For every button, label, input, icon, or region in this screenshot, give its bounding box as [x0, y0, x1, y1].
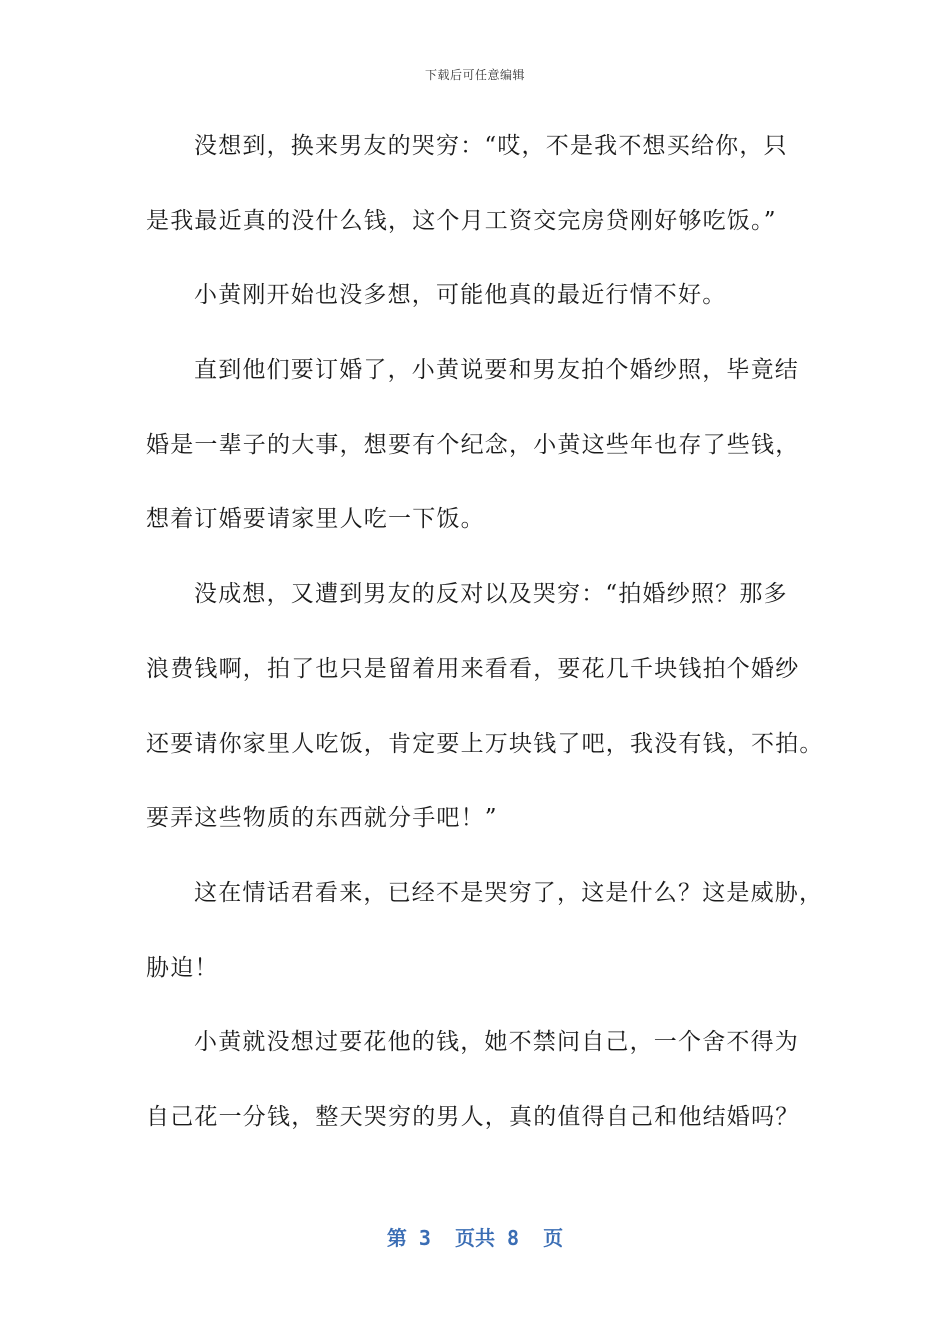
- paragraph-line: 直到他们要订婚了，小黄说要和男友拍个婚纱照，毕竟结: [194, 357, 799, 384]
- paragraph-line: 浪费钱啊，拍了也只是留着用来看看，要花几千块钱拍个婚纱: [146, 655, 800, 682]
- paragraph-line: 婚是一辈子的大事，想要有个纪念，小黄这些年也存了些钱，: [146, 431, 800, 458]
- paragraph-line: 没成想，又遭到男友的反对以及哭穷：“拍婚纱照？那多: [194, 581, 788, 608]
- document-body: [146, 123, 824, 1169]
- paragraph-line: 想着订婚要请家里人吃一下饭。: [146, 506, 485, 533]
- download-note: 下载后可任意编辑: [424, 68, 525, 82]
- paragraph-line: 还要请你家里人吃饭，肯定要上万块钱了吧，我没有钱，不拍。: [146, 730, 824, 757]
- paragraph-line: 胁迫！: [146, 954, 219, 981]
- paragraph-line: 要弄这些物质的东西就分手吧！”: [146, 805, 498, 832]
- paragraph-line: 小黄刚开始也没多想，可能他真的最近行情不好。: [194, 282, 727, 309]
- paragraph-line: 自己花一分钱，整天哭穷的男人，真的值得自己和他结婚吗？: [146, 1103, 800, 1130]
- paragraph-line: 是我最近真的没什么钱，这个月工资交完房贷刚好够吃饭。”: [146, 207, 777, 234]
- paragraph-line: 没想到，换来男友的哭穷：“哎，不是我不想买给你，只: [194, 133, 788, 159]
- paragraph-line: 小黄就没想过要花他的钱，她不禁问自己，一个舍不得为: [194, 1029, 799, 1056]
- paragraph-line: 这在情话君看来，已经不是哭穷了，这是什么？这是威胁，: [194, 879, 824, 906]
- page-number: 第 3 页共 8 页: [386, 1226, 564, 1250]
